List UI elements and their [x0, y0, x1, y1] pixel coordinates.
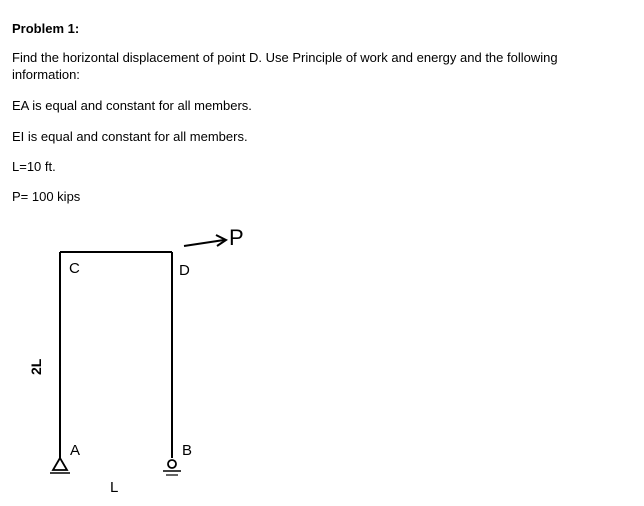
load-arrow [184, 235, 226, 246]
label-a: A [70, 442, 81, 459]
label-c: C [69, 260, 80, 277]
label-height: 2L [28, 358, 44, 375]
ea-statement: EA is equal and constant for all members. [12, 98, 252, 113]
roller-support-b [163, 460, 181, 475]
load-value: P= 100 kips [12, 189, 81, 204]
label-b: B [182, 442, 193, 459]
problem-title: Problem 1: [12, 21, 80, 36]
frame-figure [0, 210, 290, 506]
ei-statement: EI is equal and constant for all members. [12, 129, 248, 144]
problem-statement: Find the horizontal displacement of point D. Use Principle of work and energy and the following information: [12, 50, 558, 82]
label-span: L [110, 479, 119, 496]
length-value: L=10 ft. [12, 159, 56, 174]
label-d: D [179, 262, 190, 279]
pin-support-a [50, 458, 70, 473]
label-p: P [229, 225, 244, 250]
